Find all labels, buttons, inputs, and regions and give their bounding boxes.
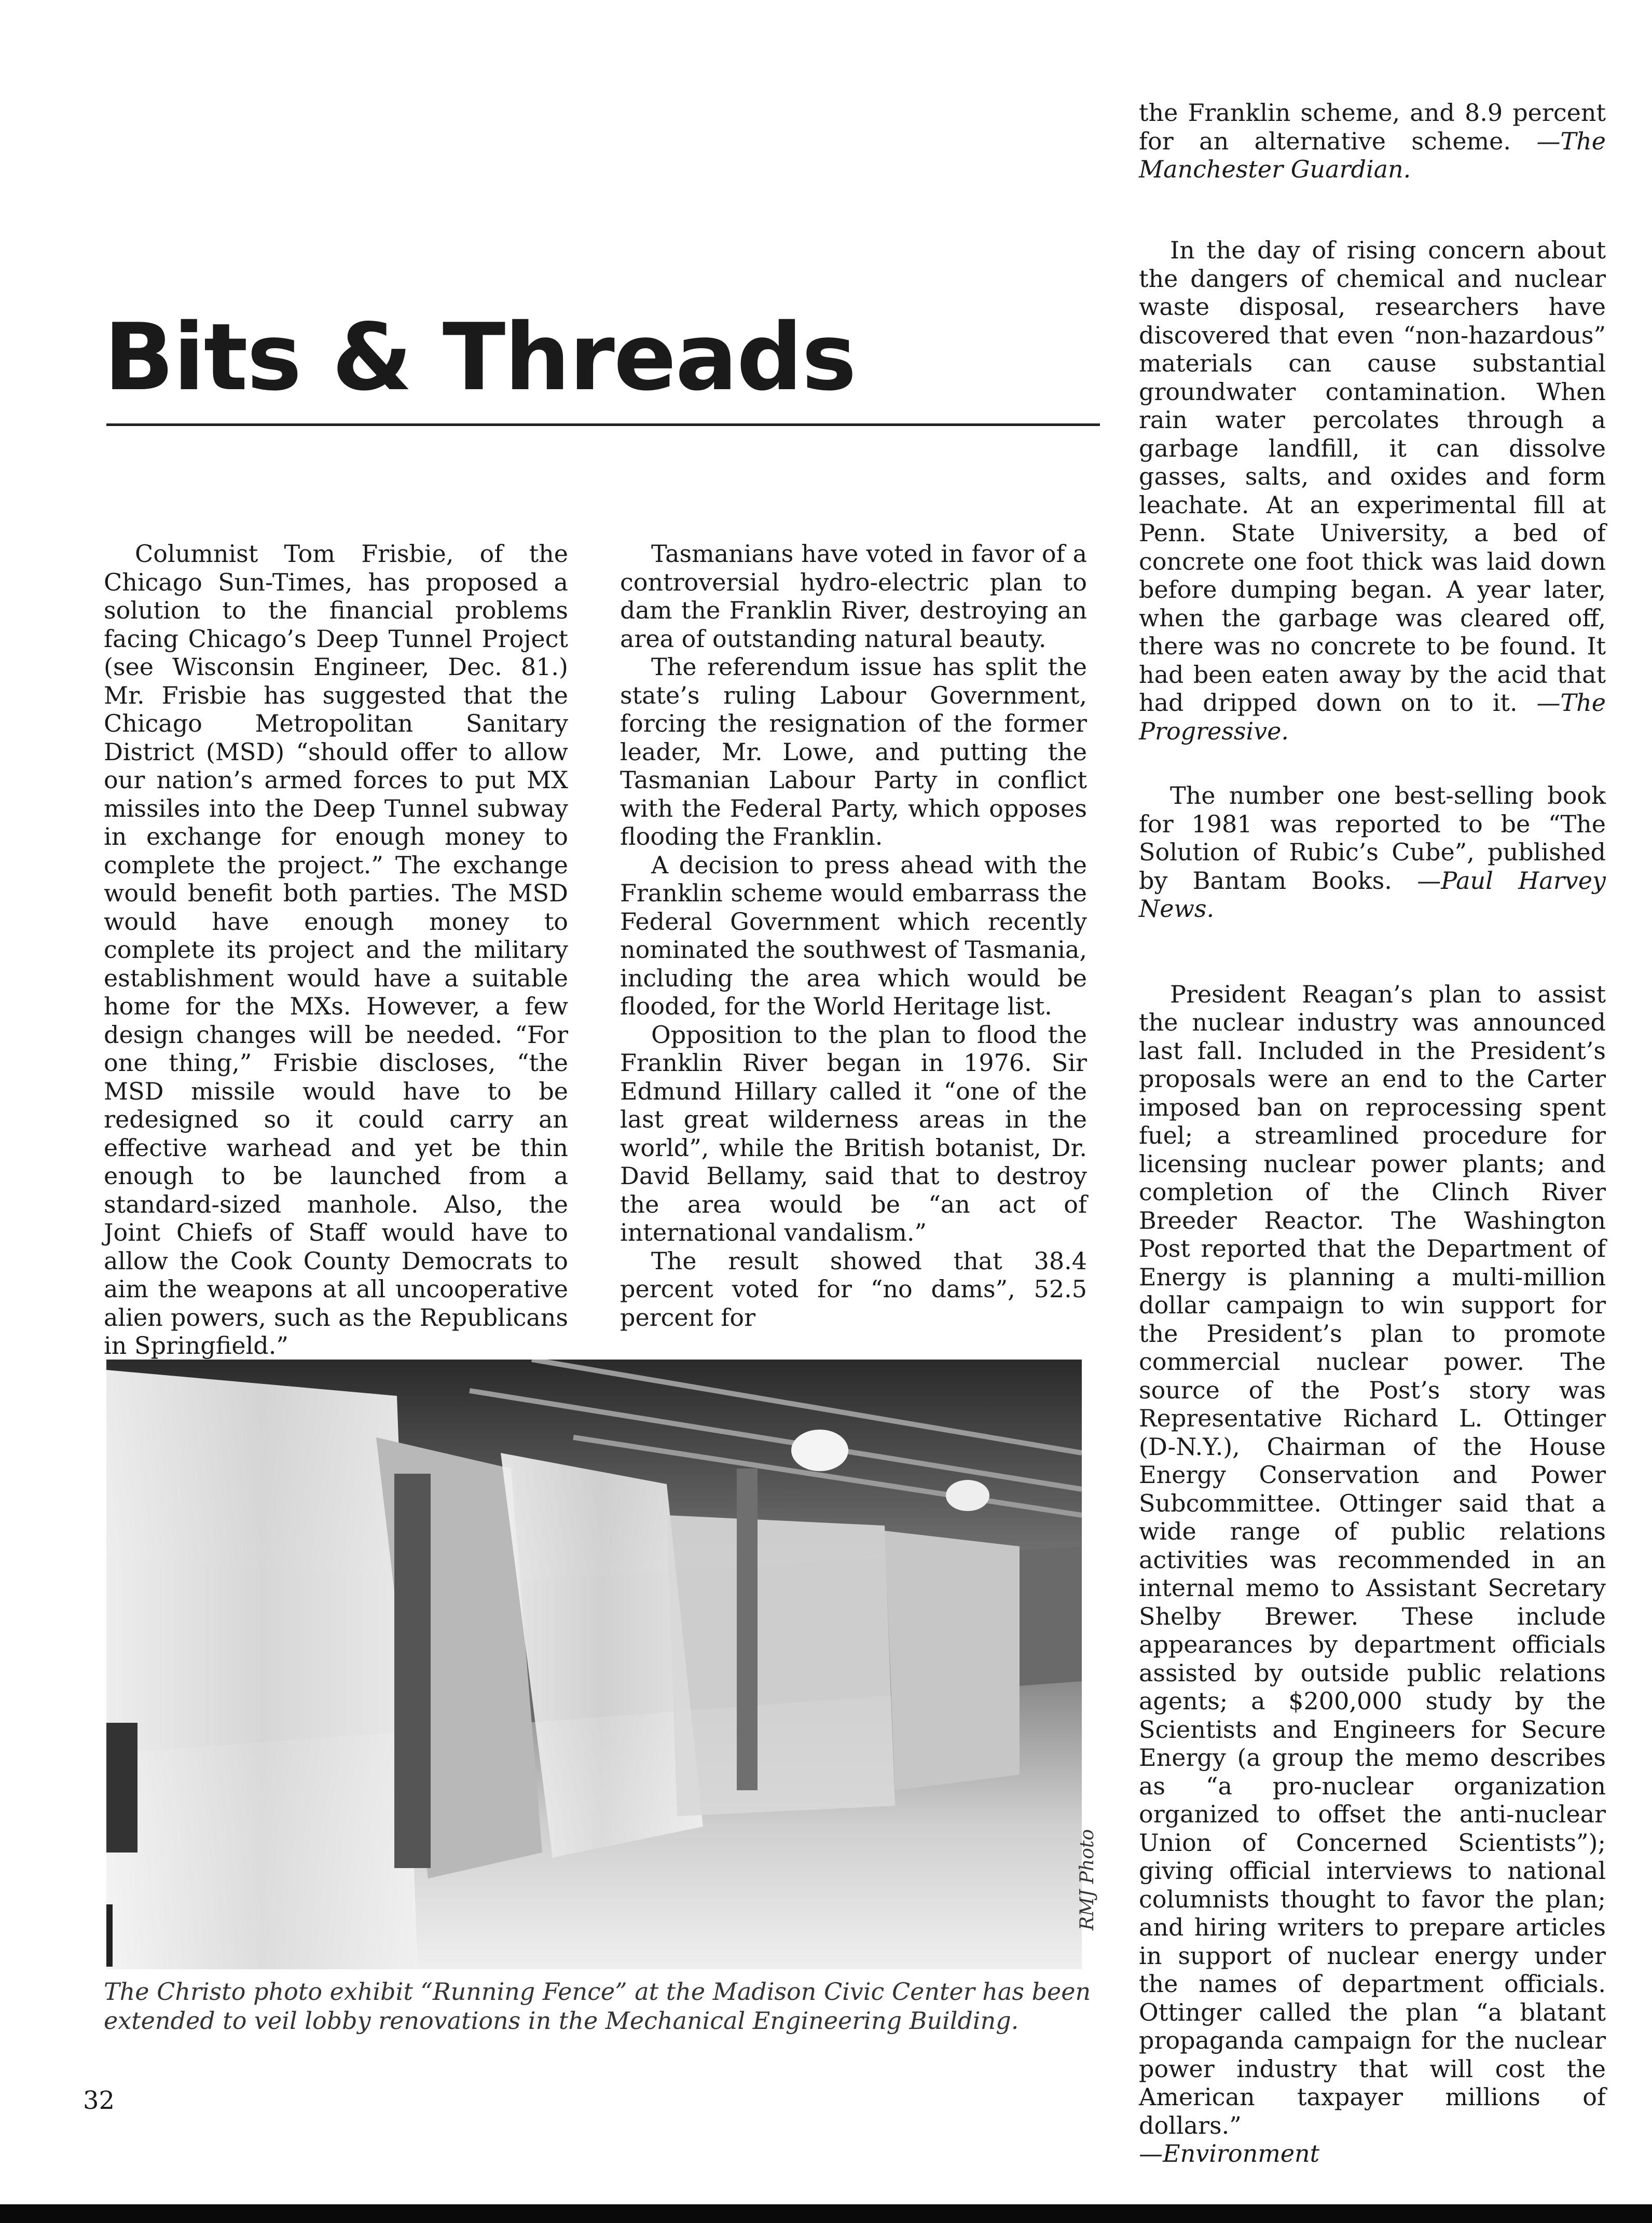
top-right-column — [1139, 99, 1606, 184]
page-title: Bits & Threads — [104, 304, 856, 411]
continued-paragraph — [1139, 99, 1606, 184]
paragraph-text: President Reagan’s plan to assist the nuclear industry was announced last fall. Included in the President’s proposals were an end to the Carter imposed ban on reprocessing spent fuel; a streamlined procedure for licensing nuclear power plants; and completion of the Clinch River Breeder Reactor. The Washington Post reported that the Department of Energy is planning a multi-million dollar campaign to win support for the President’s plan to promote commercial nuclear power. The source of the Post’s story was Representative Richard L. Ottinger (D-N.Y.), Chairman of the House Energy Conservation and Power Subcommittee. Ottinger said that a wide range of public relations activities was recommended in an internal memo to Assistant Secretary Shelby Brewer. These include appearances by department officials assisted by outside public relations agents; a $200,000 study by the Scientists and Engineers for Secure Energy (a group the memo describes as “a pro-nuclear organization organized to offset the anti-nuclear Union of Concerned Scientists”); giving official interviews to national columnists thought to favor the plan; and hiring writers to prepare articles in support of nuclear energy under the names of department officials. Ottinger called the plan “a blatant propaganda campaign for the nuclear power industry that will cost the American taxpayer millions of dollars.” — [1139, 980, 1606, 2139]
bottom-border — [0, 2204, 1652, 2223]
exhibit-photo — [106, 1360, 1082, 1969]
article-paragraph: The referendum issue has split the state’s ruling Labour Government, forcing the resignation of the former leader, Mr. Lowe, and putting the Tasmanian Labour Party in conflict with the Federal Party, which opposes flooding the Franklin. — [620, 653, 1087, 850]
paragraph-text: the Franklin scheme, and 8.9 percent for an alternative scheme. — [1139, 99, 1606, 155]
article-paragraph: Opposition to the plan to flood the Franklin River began in 1976. Sir Edmund Hillary called it “one of the last great wilderness areas in the world”, while the British botanist, Dr. David Bellamy, said that to destroy the area would be “an act of international vandalism.” — [620, 1020, 1087, 1246]
article-column-3 — [1139, 236, 1606, 2168]
title-rule — [106, 423, 1100, 426]
article-column-1 — [104, 540, 568, 1360]
article-paragraph — [1139, 781, 1606, 923]
paragraph-text: The number one best-selling book for 1981 was reported to be “The Solution of Rubic’s Cube”, published by Bantam Books. — [1139, 781, 1606, 895]
source-attribution: —Environment — [1139, 2139, 1320, 2167]
article-paragraph: Columnist Tom Frisbie, of the Chicago Sun-Times, has proposed a solution to the financial problems facing Chicago’s Deep Tunnel Project (see Wisconsin Engineer, Dec. 81.) Mr. Frisbie has suggested that the Chicago Metropolitan Sanitary District (MSD) “should offer to allow our nation’s armed forces to put MX missiles into the Deep Tunnel subway in exchange for enough money to complete the project.” The exchange would benefit both parties. The MSD would have enough money to complete its project and the military establishment would have a suitable home for the MXs. However, a few design changes will be needed. “For one thing,” Frisbie discloses, “the MSD missile would have to be redesigned so it could carry an effective warhead and yet be thin enough to be launched from a standard-sized manhole. Also, the Joint Chiefs of Staff would have to allow the Cook County Democrats to aim the weapons at all uncooperative alien powers, such as the Republicans in Springfield.” — [104, 540, 568, 1360]
paragraph-text: In the day of rising concern about the dangers of chemical and nuclear waste disposal, researchers have discovered that even “non-hazardous” materials can cause substantial groundwater contamination. When rain water percolates through a garbage landfill, it can dissolve gasses, salts, and oxides and form leachate. At an experimental fill at Penn. State University, a bed of concrete one foot thick was laid down before dumping began. A year later, when the garbage was cleared off, there was no concrete to be found. It had been eaten away by the acid that had dripped down on to it. — [1139, 236, 1606, 717]
photo-caption: The Christo photo exhibit “Running Fence” at the Madison Civic Center has been extended to veil lobby renovations in the Mechanical Engineering Building. — [104, 1978, 1091, 2035]
source-attribution: —Paul Harvey News. — [1139, 866, 1606, 923]
page-number: 32 — [83, 2086, 115, 2115]
article-paragraph: Tasmanians have voted in favor of a controversial hydro-electric plan to dam the Franklin River, destroying an area of outstanding natural beauty. — [620, 540, 1087, 653]
article-paragraph: The result showed that 38.4 percent voted for “no dams”, 52.5 percent for — [620, 1246, 1087, 1332]
photo-illustration — [106, 1360, 1082, 1969]
article-column-2 — [620, 540, 1087, 1332]
source-attribution: —The Manchester Guardian. — [1139, 127, 1606, 183]
photo-credit: RMJ Photo — [1077, 1829, 1098, 1930]
source-attribution: —The Progressive. — [1139, 689, 1606, 745]
article-paragraph — [1139, 236, 1606, 745]
article-paragraph: A decision to press ahead with the Franklin scheme would embarrass the Federal Government which recently nominated the southwest of Tasmania, including the area which would be flooded, for the World Heritage list. — [620, 850, 1087, 1020]
article-paragraph — [1139, 980, 1606, 2168]
